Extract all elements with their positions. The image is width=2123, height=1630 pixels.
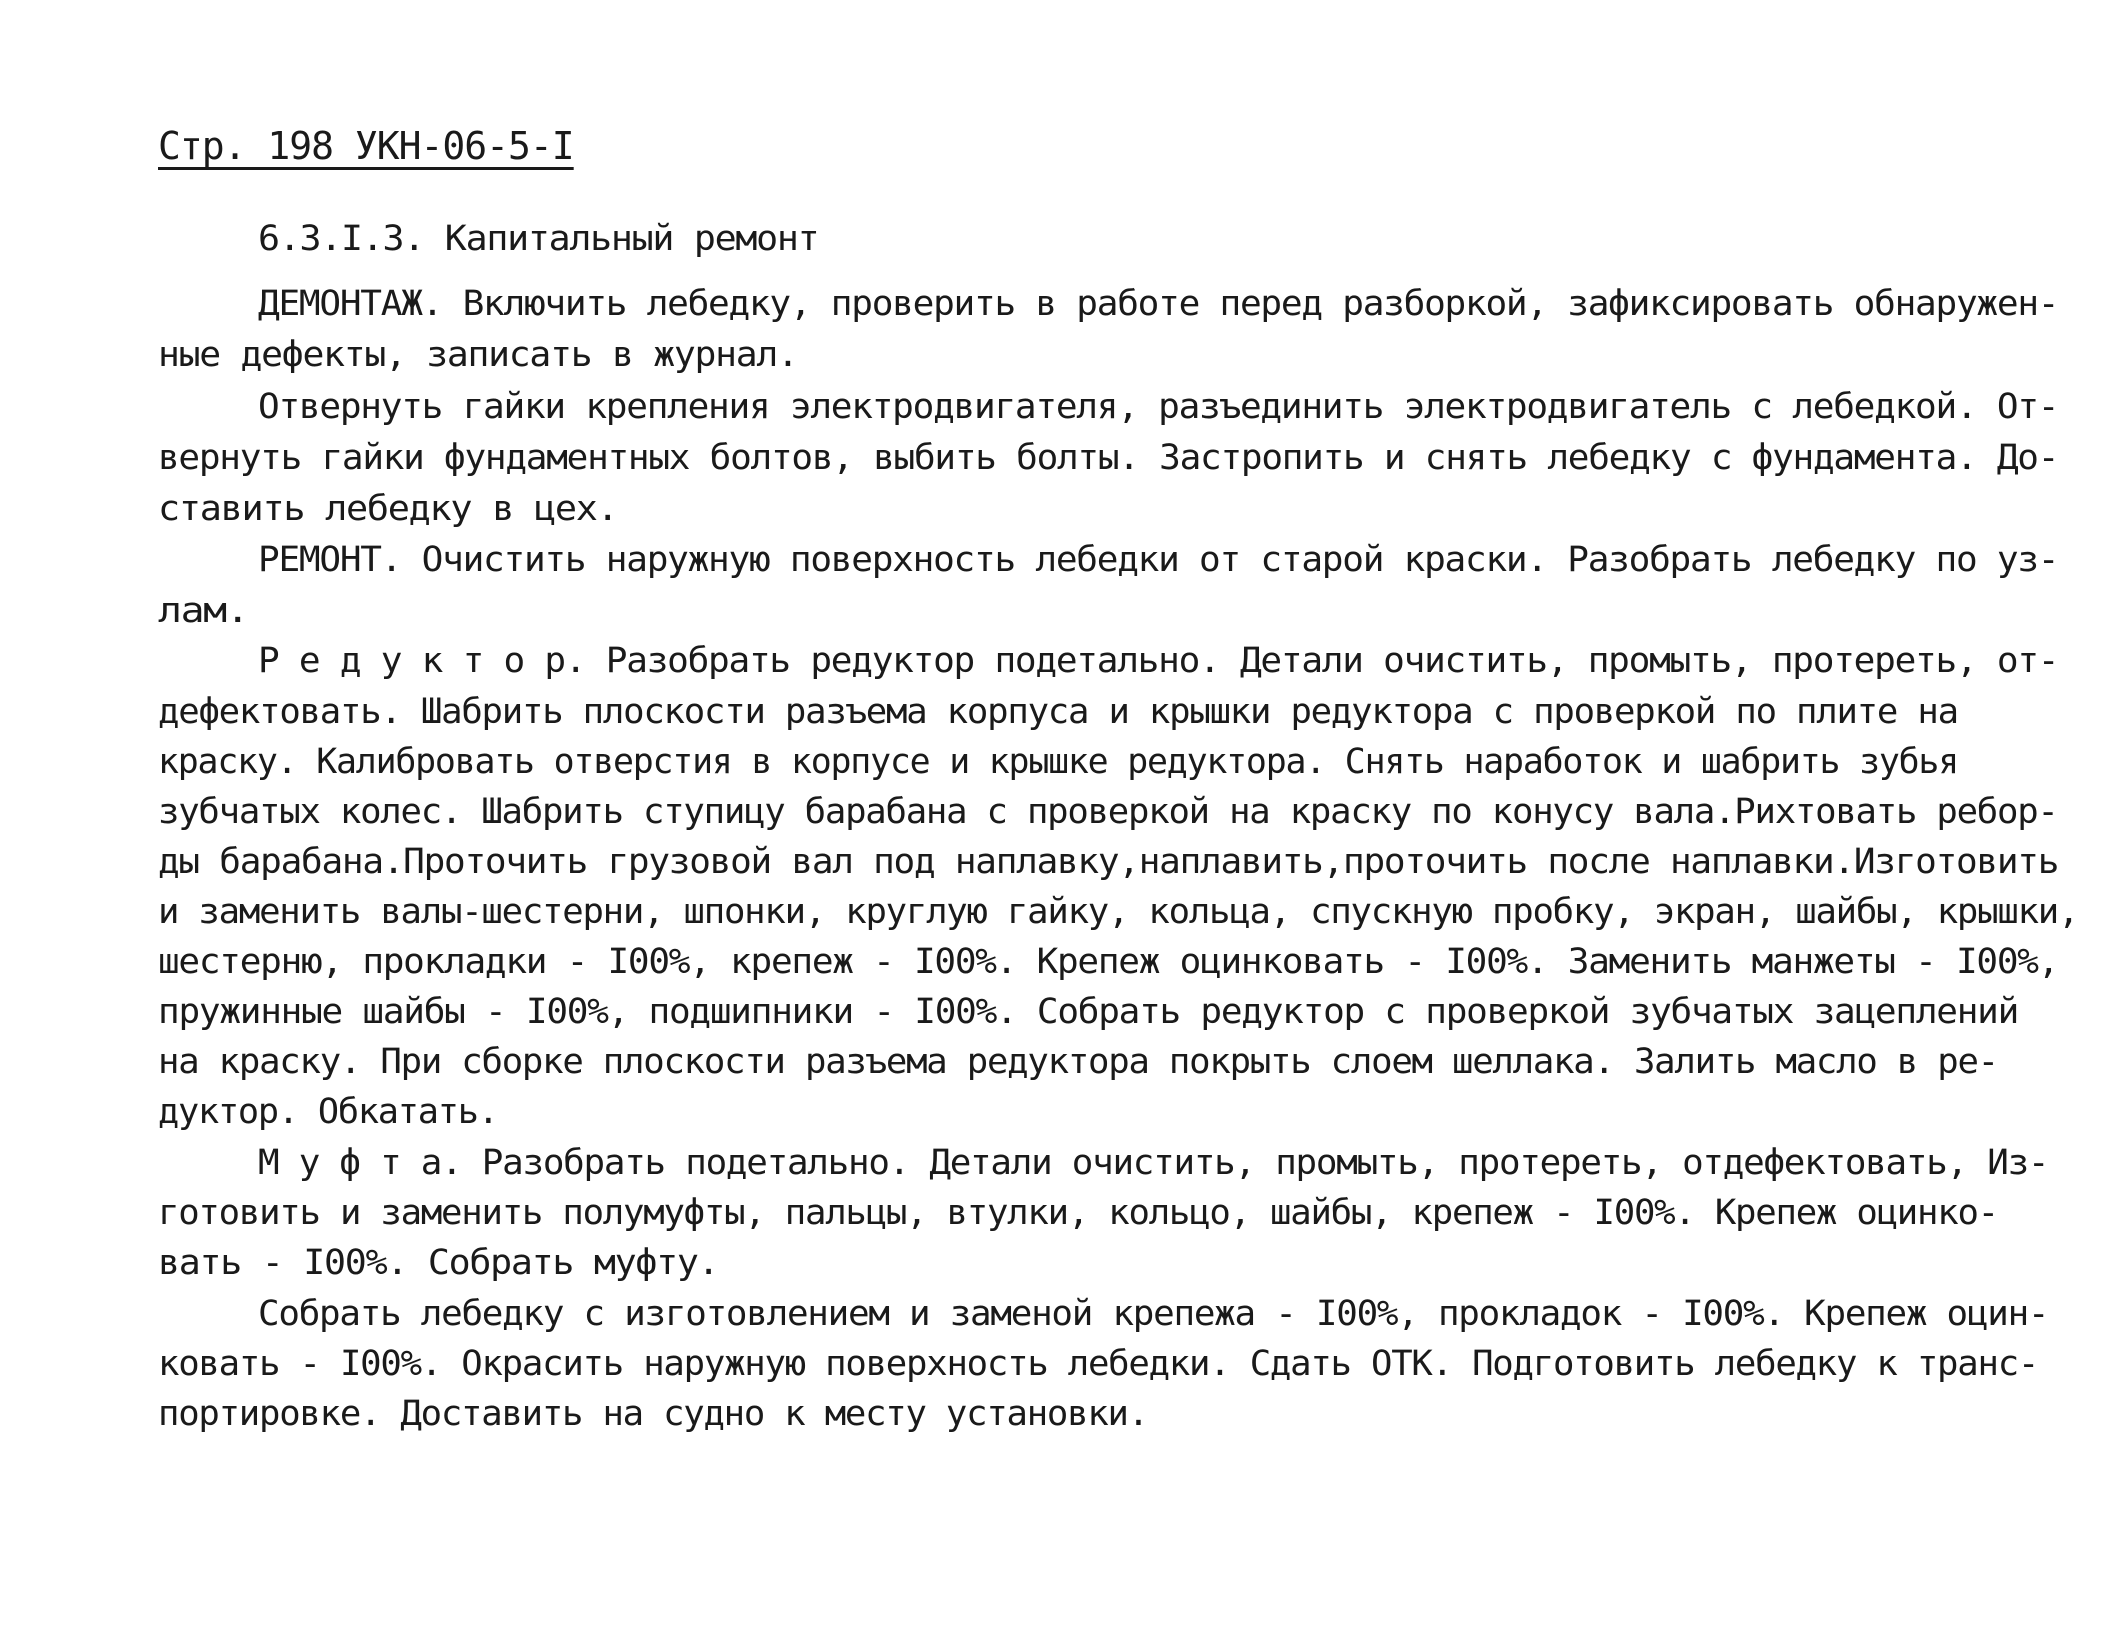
page-header: Стр. 198 УКН-06-5-I [158,124,574,168]
text-line: краску. Калибровать отверстия в корпусе и крышке редуктора. Снять наработок и шабрить зубья [158,742,1959,782]
text-line: дуктор. Обкатать. [158,1092,498,1132]
text-line: зубчатых колес. Шабрить ступицу барабана с проверкой на краску по конусу вала.Рихтовать ребор- [158,792,2058,832]
text-line: Р е д у к т о р. Разобрать редуктор подетально. Детали очистить, промыть, протереть, от- [258,641,2059,681]
text-line: ные дефекты, записать в журнал. [158,335,798,375]
text-line: шестерню, прокладки - I00%, крепеж - I00%. Крепеж оцинковать - I00%. Заменить манжеты - I00%, [158,942,2059,982]
text-line: дефектовать. Шабрить плоскости разъема корпуса и крышки редуктора с проверкой по плите на [158,692,1958,732]
text-line: ковать - I00%. Окрасить наружную поверхность лебедки. Сдать ОТК. Подготовить лебедку к транс- [158,1344,2039,1384]
text-line: на краску. При сборке плоскости разъема редуктора покрыть слоем шеллака. Залить масло в ре- [158,1042,1998,1082]
text-line: вать - I00%. Собрать муфту. [158,1243,719,1283]
text-line: ДЕМОНТАЖ. Включить лебедку, проверить в работе перед разборкой, зафиксировать обнаружен- [258,284,2059,324]
section-title: 6.3.I.3. Капитальный ремонт [258,219,819,259]
text-line: ды барабана.Проточить грузовой вал под наплавку,наплавить,проточить после наплавки.Изготовить [158,842,2059,882]
text-line: Собрать лебедку с изготовлением и заменой крепежа - I00%, прокладок - I00%. Крепеж оцин- [258,1294,2049,1334]
text-line: готовить и заменить полумуфты, пальцы, втулки, кольцо, шайбы, крепеж - I00%. Крепеж оцинко- [158,1193,1998,1233]
text-line: пружинные шайбы - I00%, подшипники - I00%. Собрать редуктор с проверкой зубчатых зацеплений [158,992,2019,1032]
text-line: и заменить валы-шестерни, шпонки, круглую гайку, кольца, спускную пробку, экран, шайбы, крышки, [158,892,2079,932]
text-line: РЕМОНТ. Очистить наружную поверхность лебедки от старой краски. Разобрать лебедку по уз- [258,540,2059,580]
text-line: портировке. Доставить на судно к месту установки. [158,1394,1148,1434]
text-line: Отвернуть гайки крепления электродвигателя, разъединить электродвигатель с лебедкой. От- [258,387,2059,427]
text-line: ставить лебедку в цех. [158,489,618,529]
text-line: лам. [158,591,249,631]
text-line: М у ф т а. Разобрать подетально. Детали очистить, промыть, протереть, отдефектовать, Из- [258,1143,2049,1183]
text-line: вернуть гайки фундаментных болтов, выбить болты. Застропить и снять лебедку с фундамента. До- [158,438,2059,478]
